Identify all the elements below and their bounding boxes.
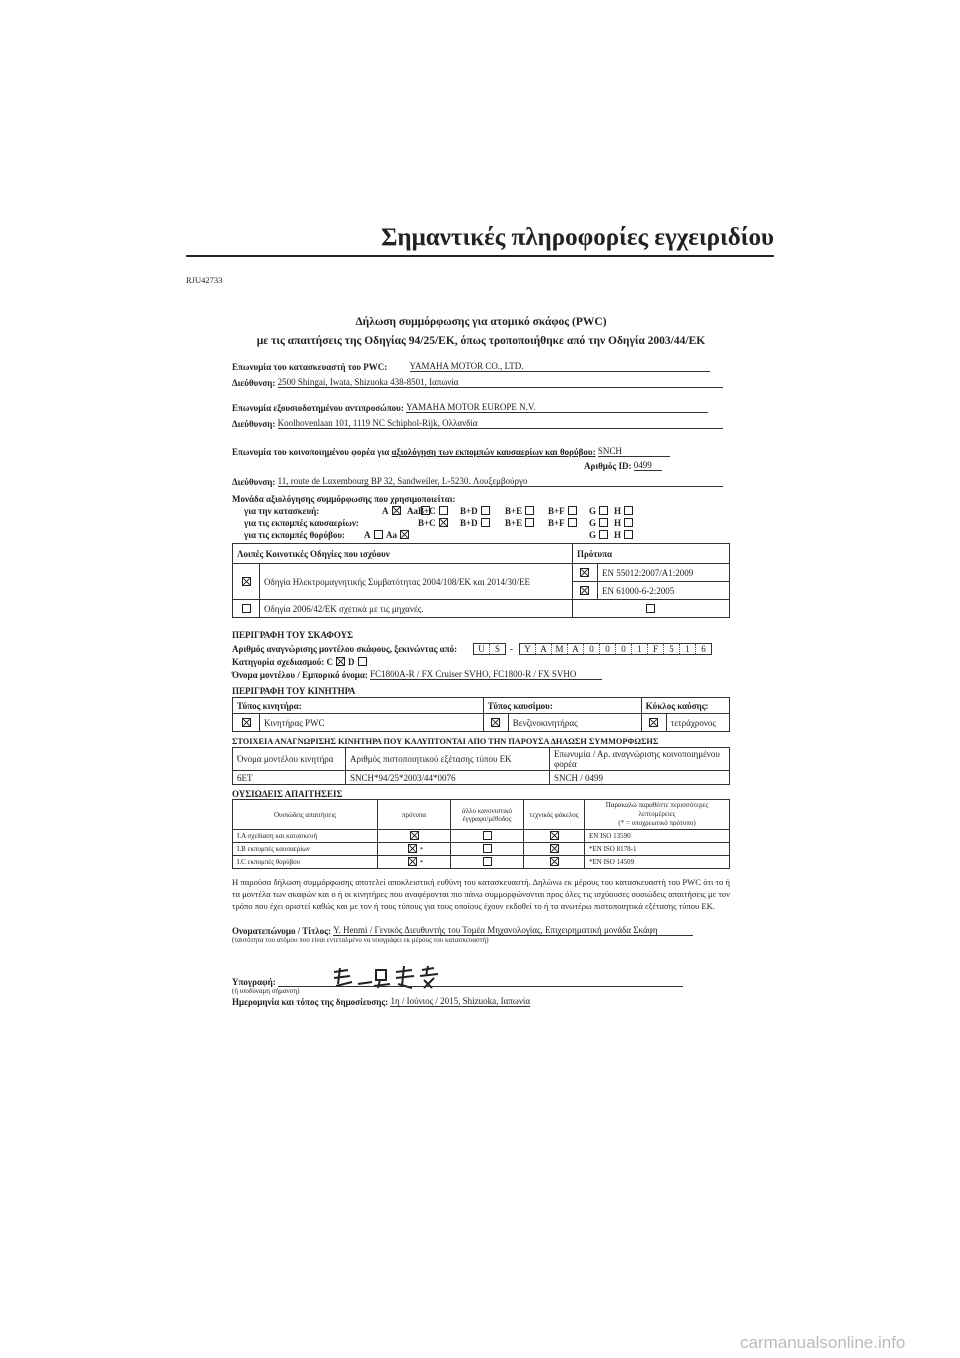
fuel-type-header: Τύπος καυσίμου: — [483, 698, 641, 714]
vin-char: 1 — [680, 644, 696, 654]
notified-id-row — [584, 460, 730, 471]
address-label: Διεύθυνση: — [232, 378, 276, 388]
craft-id-row — [232, 644, 730, 654]
std1-checkbox-cell — [572, 564, 597, 582]
document-code: RJU42733 — [186, 275, 223, 285]
engine-type-header: Τύπος κινητήρα: — [233, 698, 484, 714]
notified-body-row — [232, 446, 730, 457]
category-label: Κατηγορία σχεδιασμού: C — [232, 657, 333, 667]
std2-checkbox-cell — [572, 582, 597, 600]
std1-checkbox[interactable] — [580, 568, 589, 577]
requirements-table — [232, 799, 730, 869]
certificate-value: SNCH*94/25*2003/44*0076 — [346, 771, 550, 785]
identification-heading: ΣΤΟΙΧΕΙΑ ΑΝΑΓΝΩΡΙΣΗΣ ΚΙΝΗΤΗΡΑ ΠΟΥ ΚΑΛΥΠΤΟΝΤΑΙ ΑΠΟ ΤΗΝ ΠΑΡΟΥΣΑ ΔΗΛΩΣΗ ΣΥΜΜΟΡΦΩΣΗΣ — [232, 737, 659, 746]
checkbox-h[interactable] — [624, 518, 633, 527]
checkbox-g[interactable] — [599, 530, 608, 539]
checkbox-bc[interactable] — [439, 518, 448, 527]
req-other-checkbox[interactable] — [483, 857, 492, 866]
signature-row — [232, 977, 730, 987]
manufacturer-value: YAMAHA MOTOR CO., LTD. — [410, 361, 710, 372]
tech-file-col-header: τεχνικός φάκελος — [524, 800, 585, 830]
req-row-file-cell — [524, 830, 585, 843]
craft-heading: ΠΕΡΙΓΡΑΦΗ ΤΟΥ ΣΚΑΦΟΥΣ — [232, 630, 353, 640]
notified-body-header: Επωνυμία / Αρ. αναγνώρισης κοινοποιημένου φορέα — [550, 748, 730, 771]
opt-a-label: A — [364, 530, 371, 540]
opt-h-label: H — [614, 530, 622, 540]
engine-model-value: 6ET — [233, 771, 346, 785]
noise-label: για τις εκπομπές θορύβου: — [244, 530, 346, 540]
req-standard-checkbox[interactable] — [408, 857, 417, 866]
req-star: * — [419, 846, 424, 854]
name-value: Y. Henmi / Γενικός Διευθυντής του Τομέα Μηχανολογίας, Επιχειρηματική μονάδα Σκάφη — [333, 925, 693, 936]
checkbox-be[interactable] — [525, 518, 534, 527]
req-row-detail: *EN ISO 14509 — [585, 856, 730, 869]
req-other-checkbox[interactable] — [483, 844, 492, 853]
req-row-other-cell — [451, 830, 524, 843]
req-file-checkbox[interactable] — [550, 844, 559, 853]
req-file-checkbox[interactable] — [550, 857, 559, 866]
checkbox-g[interactable] — [599, 506, 608, 515]
vin-char: 1 — [632, 644, 648, 654]
vin-char: A — [568, 644, 584, 654]
title-divider — [186, 255, 774, 257]
req-standard-checkbox[interactable] — [408, 844, 417, 853]
vin-char: 5 — [664, 644, 680, 654]
emc-checkbox-cell — [233, 564, 260, 600]
fuel-check-cell — [483, 714, 508, 732]
req-row-other-cell — [451, 856, 524, 869]
id-label: Αριθμός ID: — [584, 461, 632, 471]
craft-id-label: Αριθμός αναγνώρισης μοντέλου σκάφους, ξεκινώντας από: — [232, 644, 458, 654]
checkbox-bf[interactable] — [568, 518, 577, 527]
requirements-heading: ΟΥΣΙΩΔΕΙΣ ΑΠΑΙΤΗΣΕΙΣ — [232, 789, 343, 799]
declaration-subheading: με τις απαιτήσεις της Οδηγίας 94/25/ΕΚ, όπως τροποποιήθηκε από την Οδηγία 2003/44/ΕΚ — [256, 335, 706, 347]
req-row-file-cell — [524, 843, 585, 856]
req-row-name: I.B εκπομπές καυσαερίων — [233, 843, 378, 856]
std2-checkbox[interactable] — [580, 586, 589, 595]
name-row — [232, 925, 730, 936]
date-label: Ημερομηνία και τόπος της δημοσίευσης: — [232, 997, 389, 1007]
opt-a-label: A — [382, 506, 389, 516]
manufacturer-address-row — [232, 377, 730, 388]
opt-bd-label: B+D — [460, 506, 478, 516]
engine-type-checkbox[interactable] — [242, 718, 251, 727]
req-standard-checkbox[interactable] — [410, 831, 419, 840]
notified-address-row — [232, 476, 730, 487]
opt-g-label: G — [589, 518, 597, 528]
page-title: Σημαντικές πληροφορίες εγχειριδίου — [381, 224, 774, 251]
opt-aa-label: Aa — [407, 506, 418, 516]
vin-char: 0 — [616, 644, 632, 654]
opt-h-label: H — [614, 518, 622, 528]
checkbox-bd[interactable] — [481, 518, 490, 527]
certificate-header: Αριθμός πιστοποιητικού εξέτασης τύπου ΕΚ — [346, 748, 550, 771]
standards-col-header: πρότυπα — [378, 800, 451, 830]
checkbox-h[interactable] — [624, 506, 633, 515]
checkbox-be[interactable] — [525, 506, 534, 515]
combustion-checkbox[interactable] — [649, 718, 658, 727]
vin-char: M — [552, 644, 568, 654]
representative-address-row — [232, 418, 730, 429]
emc-checkbox[interactable] — [242, 577, 251, 586]
checkbox-a[interactable] — [392, 506, 401, 515]
directives-col-header: Λοιπές Κοινοτικές Οδηγίες που ισχύουν — [233, 544, 573, 564]
vin-char: 0 — [600, 644, 616, 654]
opt-bf-label: B+F — [548, 518, 565, 528]
vin-char: 6 — [701, 644, 706, 654]
craft-model-row — [232, 669, 730, 680]
machinery-directive: Οδηγία 2006/42/ΕΚ σχετικά με τις μηχανές. — [260, 600, 573, 618]
notified-address: 11, route de Luxembourg BP 32, Sandweiler, L-5230. Λουξεμβούργο — [278, 476, 723, 487]
vin-char: F — [648, 644, 664, 654]
vin-code-box — [519, 643, 712, 655]
vin-char: 0 — [584, 644, 600, 654]
vin-char: S — [494, 644, 500, 654]
engine-type-check-cell — [233, 714, 260, 732]
signature-line — [278, 977, 683, 987]
other-doc-col-header: άλλο κανονιστικό έγγραφο/μέθοδος — [451, 800, 524, 830]
directives-table — [232, 543, 730, 618]
machinery-checkbox[interactable] — [242, 604, 251, 613]
opt-bd-label: B+D — [460, 518, 478, 528]
declaration-heading: Δήλωση συμμόρφωσης για ατομικό σκάφος (PWC) — [355, 316, 607, 328]
req-row-standard-cell — [378, 856, 451, 869]
machinery-std-cell — [572, 600, 729, 618]
req-row-detail: *EN ISO 8178-1 — [585, 843, 730, 856]
engine-model-header: Όνομα μοντέλου κινητήρα — [233, 748, 346, 771]
req-row-other-cell — [451, 843, 524, 856]
manufacturer-address: 2500 Shingai, Iwata, Shizuoka 438-8501, Ιαπωνία — [278, 377, 723, 388]
model-label: Όνομα μοντέλου / Εμπορικό όνομα: — [232, 670, 368, 680]
opt-bf-label: B+F — [548, 506, 565, 516]
vin-dash: - — [510, 644, 513, 654]
craft-category-row — [232, 657, 730, 667]
opt-aa-label: Aa — [386, 530, 397, 540]
std2-value: EN 61000-6-2:2005 — [597, 582, 729, 600]
notified-label: Επωνυμία του κοινοποιημένου φορέα για — [232, 447, 392, 457]
req-row-name: I.C εκπομπές θορύβου — [233, 856, 378, 869]
watermark: carmanualsonline.info — [740, 1333, 906, 1352]
date-value: 1η / Ιούνιος / 2015, Shizuoka, Ιαπωνία — [390, 996, 531, 1006]
construction-label: για την κατασκευή: — [244, 506, 320, 516]
req-row-standard-cell — [378, 830, 451, 843]
opt-be-label: B+E — [505, 518, 523, 528]
checkbox-bf[interactable] — [568, 506, 577, 515]
engine-heading: ΠΕΡΙΓΡΑΦΗ ΤΟΥ ΚΙΝΗΤΗΡΑ — [232, 686, 356, 696]
standards-col-header: Πρότυπα — [572, 544, 729, 564]
manufacturer-label: Επωνυμία του κατασκευαστή του PWC: — [232, 362, 388, 372]
engine-table — [232, 697, 730, 732]
category-c-checkbox[interactable] — [336, 657, 345, 666]
combustion-check-cell — [641, 714, 666, 732]
identification-table — [232, 747, 730, 785]
id-value: 0499 — [634, 460, 662, 471]
req-row-standard-cell — [378, 843, 451, 856]
statement-text: Η παρούσα δήλωση συμμόρφωσης αποτελεί αποκλειστική ευθύνη του κατασκευαστή. Δηλώνω εκ μέρους του κατασκευαστή του PWC ότι το ή τα μοντέλα των σκαφών και ο ή οι κινητήρες που αναφέρονται πιο πάνω συμμορφώνονται προς όλες τις ισχύουσες ουσιώδεις απαιτήσεις με τον τρόπο που έχει οριστεί καθώς και με τον ή τους τύπους για τους οποίους έχουν εκδοθεί το ή τα ανωτέρω πιστοποιητικά εξέτασης τύπου ΕΚ. — [232, 877, 730, 911]
emc-directive: Οδηγία Ηλεκτρομαγνητικής Συμβατότητας 2004/108/ΕΚ και 2014/30/ΕΕ — [260, 564, 573, 600]
representative-value: YAMAHA MOTOR EUROPE N.V. — [406, 402, 708, 413]
checkbox-h[interactable] — [624, 530, 633, 539]
std1-value: EN 55012:2007/A1:2009 — [597, 564, 729, 582]
vin-char: Y — [520, 644, 536, 654]
opt-bc-label: B+C — [418, 506, 436, 516]
opt-be-label: B+E — [505, 506, 523, 516]
representative-row — [232, 402, 730, 413]
checkbox-aa[interactable] — [400, 530, 409, 539]
req-row-file-cell — [524, 856, 585, 869]
date-row — [232, 996, 730, 1007]
req-row-detail: EN ISO 13590 — [585, 830, 730, 843]
name-label: Ονοματεπώνυμο / Τίτλος: — [232, 926, 331, 936]
fuel-checkbox[interactable] — [491, 718, 500, 727]
address-label: Διεύθυνση: — [232, 477, 276, 487]
combustion-value: τετράχρονος — [666, 714, 729, 732]
checkbox-bc[interactable] — [439, 506, 448, 515]
category-d-checkbox[interactable] — [358, 657, 367, 666]
opt-g-label: G — [589, 530, 597, 540]
details-col-header — [585, 800, 730, 830]
machinery-checkbox-cell — [233, 600, 260, 618]
address-label: Διεύθυνση: — [232, 419, 276, 429]
engine-type-value: Κινητήρας PWC — [260, 714, 484, 732]
notified-body-value: SNCH / 0499 — [550, 771, 730, 785]
opt-h-label: H — [614, 506, 622, 516]
req-file-checkbox[interactable] — [550, 831, 559, 840]
fuel-type-value: Βενζινοκινητήρας — [508, 714, 641, 732]
notified-value: SNCH — [598, 446, 670, 457]
exhaust-label: για τις εκπομπές καυσαερίων: — [244, 518, 359, 528]
req-col-header: Ουσιώδεις απαιτήσεις — [233, 800, 378, 830]
signature-label: Υπογραφή: — [232, 977, 276, 987]
vin-char: A — [536, 644, 552, 654]
representative-label: Επωνυμία εξουσιοδοτημένου αντιπροσώπου: — [232, 403, 404, 413]
modules-heading: Μονάδα αξιολόγησης συμμόρφωσης που χρησιμοποιείται: — [232, 494, 456, 504]
vin-char: U — [474, 644, 490, 654]
manufacturer-row — [232, 361, 730, 372]
name-note: (ταυτότητα του ατόμου που είναι εντεταλμένο να υπογράφει εκ μέρους του κατασκευαστή) — [232, 936, 489, 944]
opt-bc-label: B+C — [418, 518, 436, 528]
vin-prefix-box — [473, 643, 506, 655]
details-header-text: Παρακαλώ παραθέστε περισσότερες λεπτομέρειες — [605, 801, 709, 818]
req-row-name: I.A σχεδίαση και κατασκευή — [233, 830, 378, 843]
req-star: * — [419, 859, 424, 867]
checkbox-a[interactable] — [374, 530, 383, 539]
model-value: FC1800A-R / FX Cruiser SVHO, FC1800-R / FX SVHO — [370, 669, 602, 680]
checkbox-bd[interactable] — [481, 506, 490, 515]
machinery-std-checkbox[interactable] — [646, 604, 655, 613]
opt-g-label: G — [589, 506, 597, 516]
details-header-note: (* = υποχρεωτικό πρότυπο) — [618, 819, 696, 827]
representative-address: Koolhovenlaan 101, 1119 NC Schiphol-Rijk, Ολλανδία — [278, 418, 723, 429]
checkbox-g[interactable] — [599, 518, 608, 527]
signature-note: (ή ισοδύναμη σήμανση) — [232, 987, 300, 995]
req-other-checkbox[interactable] — [483, 831, 492, 840]
category-d-label: D — [348, 657, 355, 667]
combustion-header: Κύκλος καύσης: — [641, 698, 729, 714]
notified-label-underlined: αξιολόγηση των εκπομπών καυσαερίων και θορύβου: — [391, 447, 596, 457]
